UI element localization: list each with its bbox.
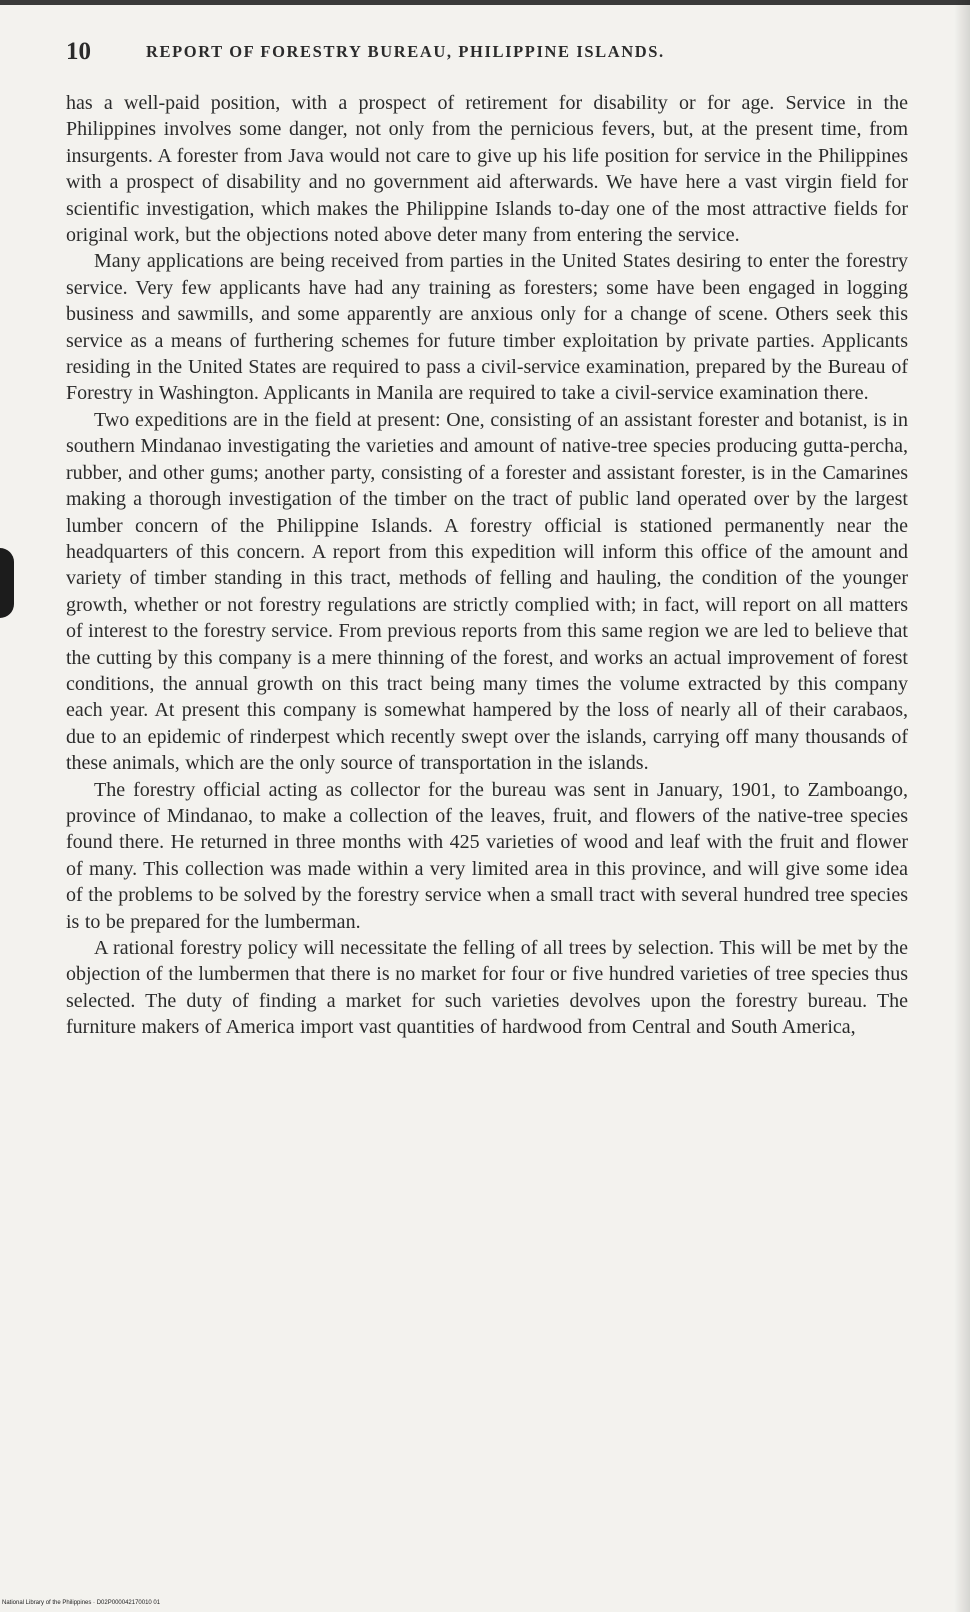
scan-credit: National Library of the Philippines · D02P000042170010 01: [2, 1600, 161, 1606]
scan-binding-mark: [0, 548, 14, 618]
book-page: [66, 38, 908, 1041]
scan-top-edge: [0, 0, 970, 5]
paragraph-continuation: has a well-paid position, with a prospect of retirement for disability or for age. Service in the Philippines involves some danger, not only from the pernicious fevers, but, at the present time, from insurgents. A forester from Java would not care to give up his life position for service in the Philippines with a prospect of disability and no government aid afterwards. We have here a vast virgin field for scientific investigation, which makes the Philippine Islands to-day one of the most attractive fields for original work, but the objections noted above deter many from entering the service.: [66, 92, 908, 247]
paragraph-expeditions: Two expeditions are in the field at present: One, consisting of an assistant forester and botanist, is in southern Mindanao investigating the varieties and amount of native-tree species producing gutta-percha, rubber, and other gums; another party, consisting of a forester and assistant forester, is in the Camarines making a thorough investigation of the timber on the tract of public land operated over by the largest lumber concern of the Philippine Islands. A forestry official is stationed permanently near the headquarters of this concern. A report from this expedition will inform this office of the amount and variety of timber standing in this tract, methods of felling and hauling, the condition of the younger growth, whether or not forestry regulations are strictly complied with; in fact, will report on all matters of interest to the forestry service. From previous reports from this same region we are led to believe that the cutting by this company is a mere thinning of the forest, and works an actual improvement of forest conditions, the annual growth on this tract being many times the volume extracted by this company each year. At present this company is somewhat hampered by the loss of nearly all of their carabaos, due to an epidemic of rinderpest which recently swept over the islands, carrying off many thousands of these animals, which are the only source of transportation in the islands.: [66, 408, 908, 775]
paragraph-collector: The forestry official acting as collector for the bureau was sent in January, 1901, to Zamboango, province of Mindanao, to make a collection of the leaves, fruit, and flowers of the native-tree species found there. He returned in three months with 425 varieties of wood and leaf with the fruit and flower of many. This collection was made within a very limited area in this province, and will give some idea of the problems to be solved by the forestry service when a small tract with several hundred tree species is to be prepared for the lumberman.: [66, 778, 908, 933]
paragraph-forestry-policy: A rational forestry policy will necessitate the felling of all trees by selection. This will be met by the objection of the lumbermen that there is no market for four or five hundred varieties of tree species thus selected. The duty of finding a market for such varieties devolves upon the forestry bureau. The furniture makers of America import vast quantities of hardwood from Central and South America,: [66, 937, 908, 1039]
running-head: [66, 38, 908, 78]
paragraph-applications: Many applications are being received from parties in the United States desiring to enter the forestry service. Very few applicants have had any training as foresters; some have been engaged in logging business and sawmills, and some apparently are anxious only for a change of scene. Others seek this service as a means of furthering schemes for future timber exploitation by private parties. Applicants residing in the United States are required to pass a civil-service examination, prepared by the Bureau of Forestry in Washington. Applicants in Manila are required to take a civil-service examination there.: [66, 250, 908, 405]
running-title: REPORT OF FORESTRY BUREAU, PHILIPPINE ISLANDS.: [146, 42, 665, 61]
page-edge-shadow: [954, 0, 970, 1612]
page-number: 10: [66, 38, 91, 65]
body-text: [66, 90, 908, 1041]
